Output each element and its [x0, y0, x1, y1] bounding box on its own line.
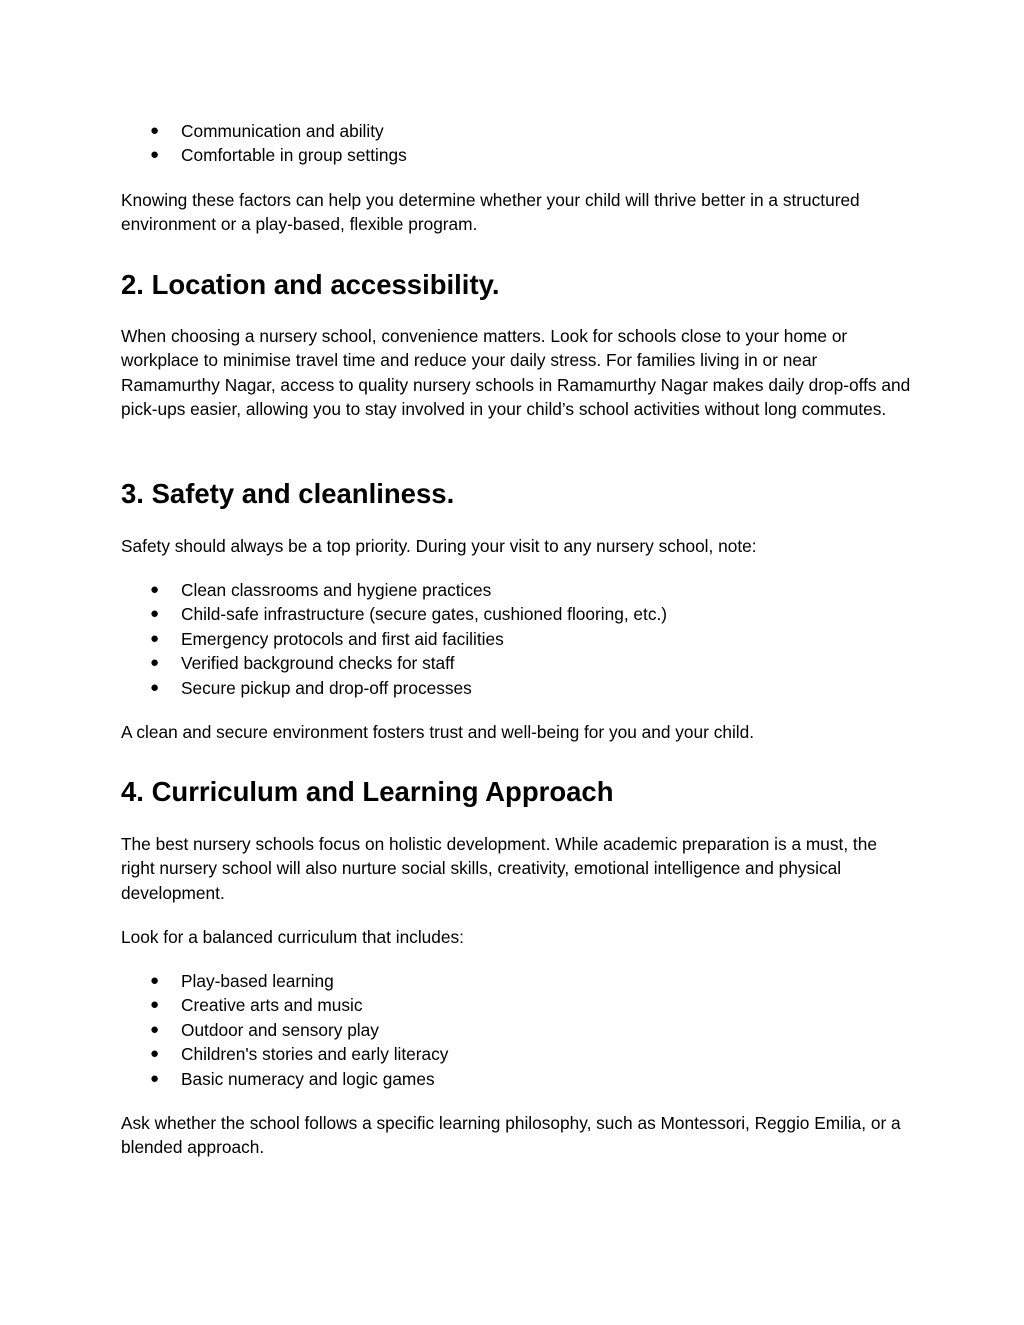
bullet-icon: ●: [150, 122, 160, 139]
list-item: [121, 969, 911, 993]
list-item: [121, 1067, 911, 1091]
list-item-text: Children's stories and early literacy: [181, 1044, 449, 1065]
list-item-text: Emergency protocols and first aid facilities: [181, 628, 504, 649]
bullet-icon: ●: [150, 996, 160, 1014]
list-item: [121, 676, 911, 700]
section-4-lead: Look for a balanced curriculum that includes:: [121, 927, 464, 947]
list-item: [121, 602, 911, 626]
list-item-text: Play-based learning: [181, 971, 334, 991]
list-item: [121, 1042, 911, 1066]
list-item-text: Secure pickup and drop-off processes: [181, 677, 472, 698]
section-4-closing: Ask whether the school follows a specific learning philosophy, such as Montessori, Reggio Emilia, or a blended approach.: [121, 1113, 901, 1158]
bullet-icon: ●: [150, 605, 160, 623]
list-item: [121, 578, 911, 602]
section-3-paragraph: Safety should always be a top priority. During your visit to any nursery school, note:: [121, 536, 757, 556]
bullet-icon: ●: [150, 581, 160, 598]
list-item-text: Basic numeracy and logic games: [181, 1068, 435, 1089]
safety-bullet-list: [121, 578, 911, 700]
list-item: [121, 627, 911, 651]
bullet-icon: ●: [150, 654, 160, 672]
section-2-heading: 2. Location and accessibility.: [121, 269, 500, 300]
section-4-heading: 4. Curriculum and Learning Approach: [121, 776, 614, 807]
list-item: [121, 651, 911, 675]
list-item: [121, 1018, 911, 1042]
list-item: [121, 993, 911, 1017]
bullet-icon: ●: [150, 1020, 160, 1038]
intro-bullet-list: [121, 119, 911, 168]
curriculum-bullet-list: [121, 969, 911, 1091]
section-2-paragraph: When choosing a nursery school, convenience matters. Look for schools close to your home or workplace to minimise travel time and reduce your daily stress. For families living in or near Ramamurthy Nagar, access to quality nursery schools in Ramamurthy Nagar makes daily drop-offs and pick-ups easier, allowing you to stay involved in your child’s school activities without long commutes.: [121, 326, 911, 420]
bullet-icon: ●: [150, 629, 160, 647]
list-item: [121, 143, 911, 167]
bullet-icon: ●: [150, 678, 160, 696]
section-4-paragraph: The best nursery schools focus on holistic development. While academic preparation is a must, the right nursery school will also nurture social skills, creativity, emotional intelligence and physical development.: [121, 834, 877, 903]
list-item-text: Verified background checks for staff: [181, 653, 455, 674]
intro-paragraph: Knowing these factors can help you determine whether your child will thrive better in a structured environment or a play-based, flexible program.: [121, 190, 860, 235]
list-item-text: Outdoor and sensory play: [181, 1019, 379, 1040]
list-item-text: Clean classrooms and hygiene practices: [181, 580, 492, 600]
section-3-closing: A clean and secure environment fosters trust and well-being for you and your child.: [121, 722, 755, 742]
bullet-icon: ●: [150, 1045, 160, 1063]
bullet-icon: ●: [150, 972, 160, 989]
bullet-icon: ●: [150, 1069, 160, 1087]
section-3-heading: 3. Safety and cleanliness.: [121, 478, 455, 509]
list-item-text: Communication and ability: [181, 121, 384, 141]
bullet-icon: ●: [150, 146, 160, 164]
list-item-text: Creative arts and music: [181, 995, 363, 1016]
list-item: [121, 119, 911, 143]
list-item-text: Child-safe infrastructure (secure gates, cushioned flooring, etc.): [181, 604, 668, 625]
list-item-text: Comfortable in group settings: [181, 145, 407, 166]
